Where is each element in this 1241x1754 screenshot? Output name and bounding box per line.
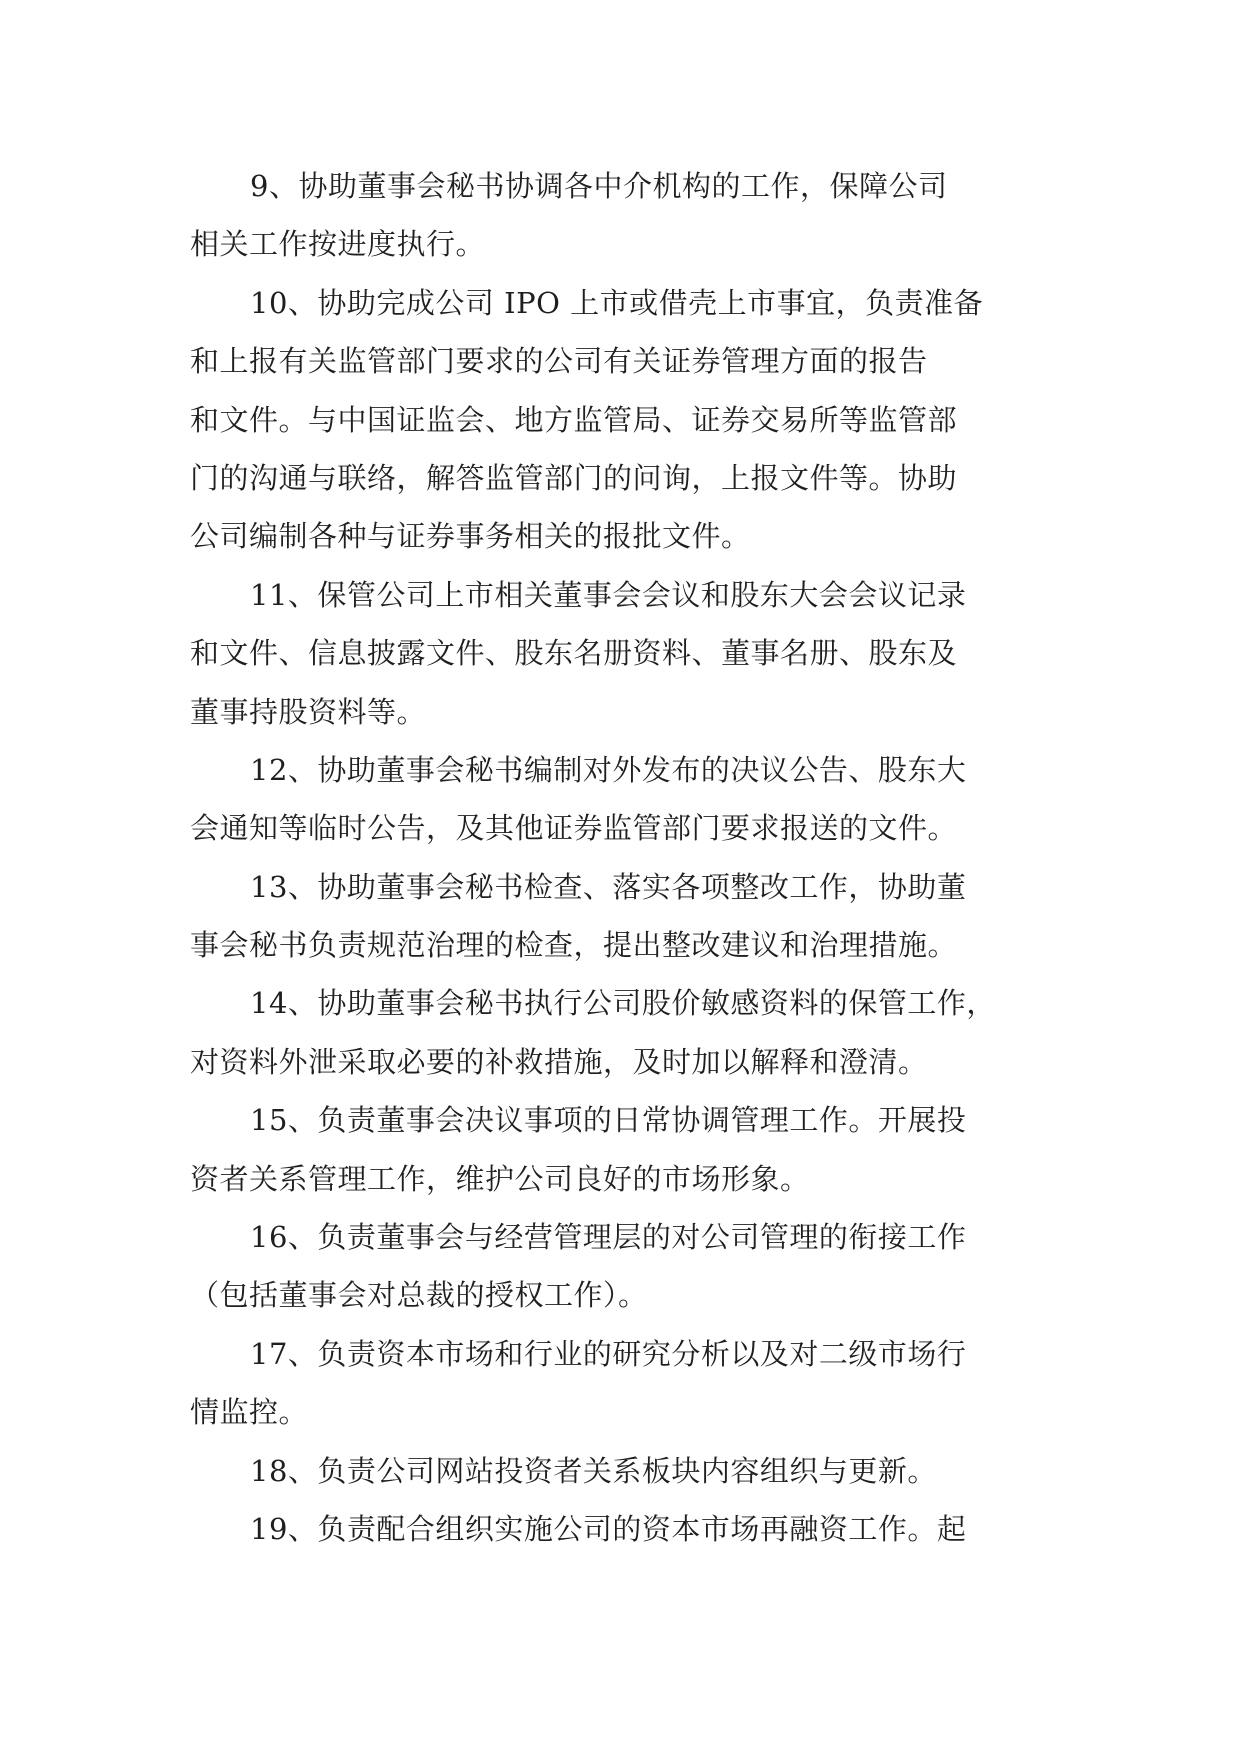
text-line: 相关工作按进度执行。 bbox=[190, 227, 486, 262]
text-line: 公司编制各种与证券事务相关的报批文件。 bbox=[190, 519, 751, 554]
text-line: 门的沟通与联络，解答监管部门的问询，上报文件等。协助 bbox=[190, 460, 958, 495]
text-line: （包括董事会对总裁的授权工作）。 bbox=[190, 1278, 648, 1313]
text-line: 11、保管公司上市相关董事会会议和股东大会会议记录 bbox=[250, 577, 967, 612]
text-line: 15、负责董事会决议事项的日常协调管理工作。开展投 bbox=[250, 1103, 967, 1138]
text-line: 董事持股资料等。 bbox=[190, 694, 427, 729]
text-line: 14、协助董事会秘书执行公司股价敏感资料的保管工作， bbox=[250, 986, 996, 1021]
text-line: 对资料外泄采取必要的补救措施，及时加以解释和澄清。 bbox=[190, 1044, 928, 1079]
text-line: 18、负责公司网站投资者关系板块内容组织与更新。 bbox=[250, 1453, 937, 1488]
text-line: 13、协助董事会秘书检查、落实各项整改工作，协助董 bbox=[250, 869, 967, 904]
text-line: 16、负责董事会与经营管理层的对公司管理的衔接工作 bbox=[250, 1220, 967, 1255]
text-line: 事会秘书负责规范治理的检查，提出整改建议和治理措施。 bbox=[190, 928, 958, 963]
document-body bbox=[190, 157, 1052, 1558]
text-line: 12、协助董事会秘书编制对外发布的决议公告、股东大 bbox=[250, 752, 967, 787]
text-line: 会通知等临时公告，及其他证券监管部门要求报送的文件。 bbox=[190, 811, 958, 846]
text-line: 情监控。 bbox=[190, 1395, 309, 1430]
text-line: 10、协助完成公司 IPO 上市或借壳上市事宜，负责准备 bbox=[250, 285, 984, 320]
text-line: 和文件。与中国证监会、地方监管局、证券交易所等监管部 bbox=[190, 402, 958, 437]
text-line: 9、协助董事会秘书协调各中介机构的工作，保障公司 bbox=[250, 169, 948, 203]
text-line: 资者关系管理工作，维护公司良好的市场形象。 bbox=[190, 1161, 810, 1196]
text-line: 和上报有关监管部门要求的公司有关证券管理方面的报告 bbox=[190, 344, 928, 379]
text-line: 19、负责配合组织实施公司的资本市场再融资工作。起 bbox=[250, 1511, 967, 1546]
text-line: 17、负责资本市场和行业的研究分析以及对二级市场行 bbox=[250, 1336, 967, 1371]
text-line: 和文件、信息披露文件、股东名册资料、董事名册、股东及 bbox=[190, 636, 958, 671]
